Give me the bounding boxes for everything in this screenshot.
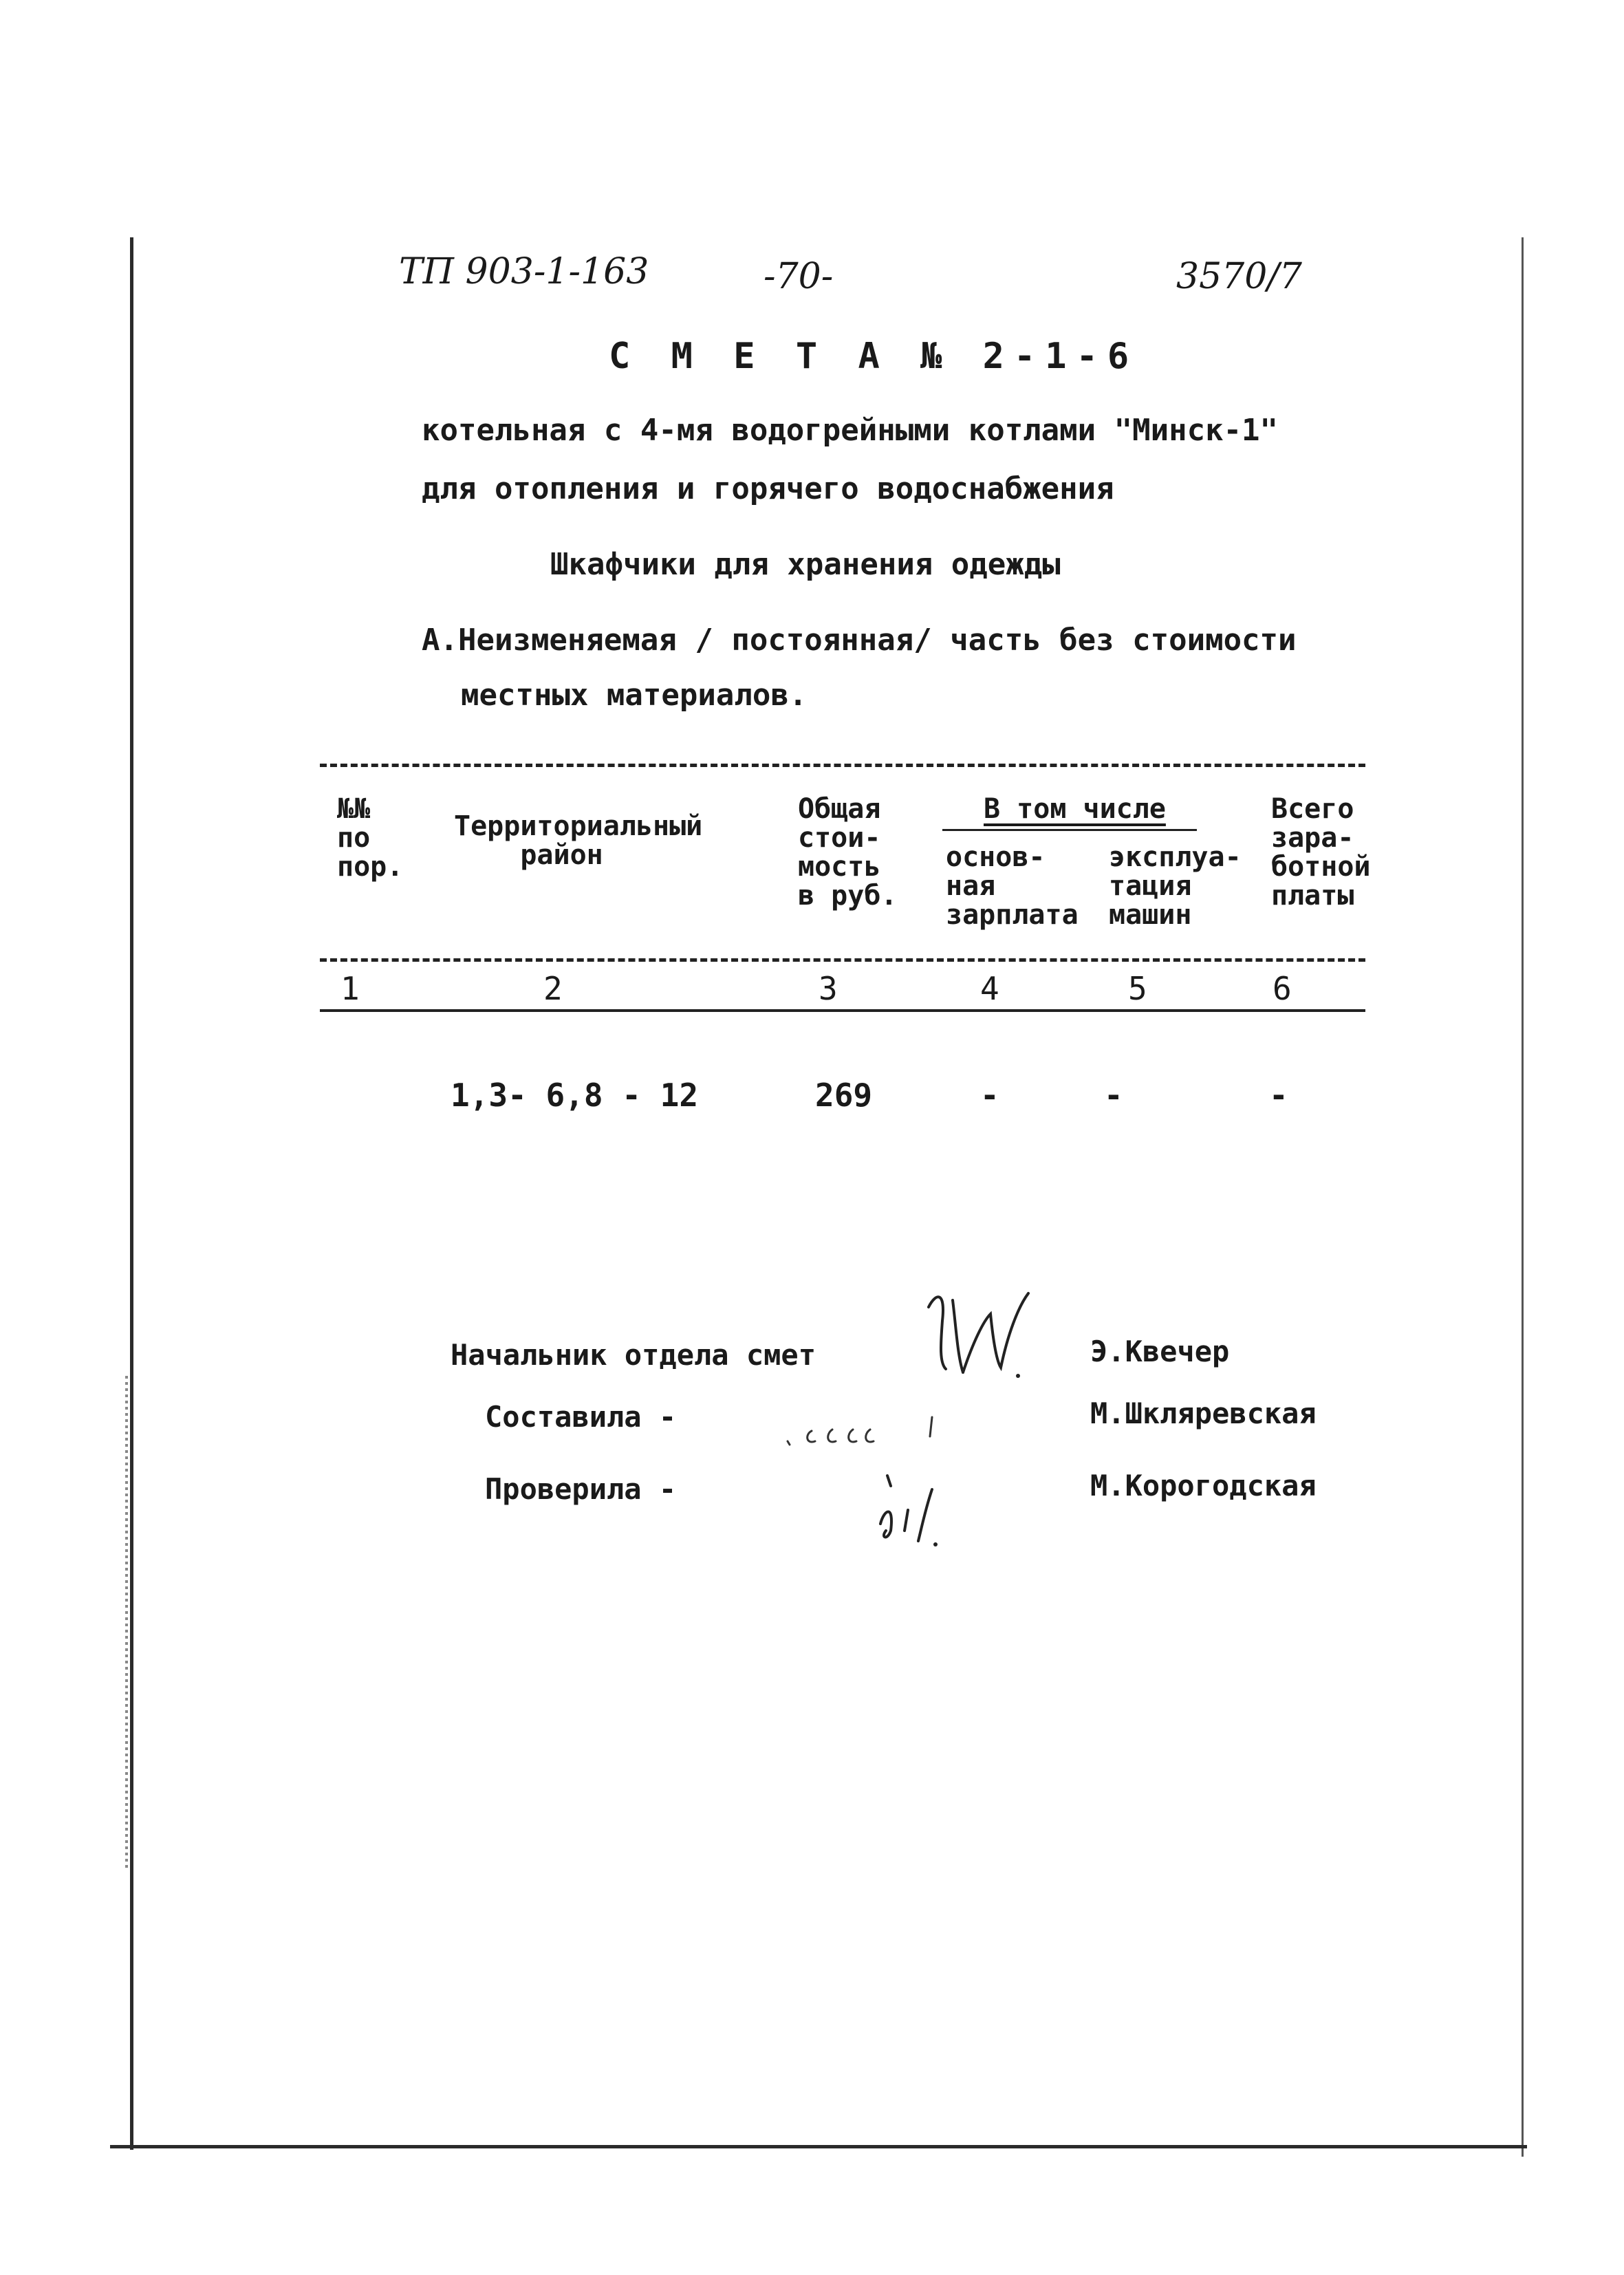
signature-name-2: М.Шкляревская (1090, 1397, 1317, 1430)
header-row-number: №№ по пор. (337, 793, 404, 883)
column-number-3: 3 (819, 970, 838, 1007)
header-base-wage: основ- ная зарплата (946, 841, 1079, 931)
doc-code: ТП 903-1-163 (399, 251, 649, 292)
table-top-rule (320, 764, 1365, 767)
column-number-6: 6 (1273, 970, 1292, 1007)
signature-name-3: М.Корогодская (1090, 1469, 1317, 1502)
column-number-rule (320, 1009, 1365, 1012)
signature-name-1: Э.Квечер (1090, 1335, 1230, 1368)
handwritten-signature-1 (915, 1280, 1039, 1390)
page-border-left (130, 237, 133, 2150)
part-line-1: А.Неизменяемая / постоянная/ часть без стоимости (422, 623, 1297, 658)
page-border-right (1522, 237, 1524, 2157)
signature-role-1: Начальник отдела смет (451, 1338, 816, 1372)
column-number-5: 5 (1128, 970, 1147, 1007)
handwritten-signature-2 (784, 1403, 963, 1452)
cell-total-wage: - (1269, 1077, 1288, 1114)
subtitle-line-2: для отопления и горячего водоснабжения (422, 471, 1114, 506)
header-machine-operation: эксплуа- тация машин (1109, 841, 1242, 931)
signature-role-2: Составила - (485, 1400, 677, 1434)
column-number-2: 2 (543, 970, 563, 1007)
header-region: Территориальный район (454, 810, 703, 871)
header-total-cost: Общая стои- мость в руб. (798, 793, 898, 912)
binding-marks (125, 1376, 128, 1871)
page-number: -70- (764, 256, 834, 297)
archive-number: 3570/7 (1176, 256, 1302, 297)
header-group-including: В том числе (984, 793, 1166, 825)
cell-region: 1,3- 6,8 - 12 (451, 1077, 699, 1114)
handwritten-signature-3 (867, 1462, 956, 1551)
section-title: Шкафчики для хранения одежды (550, 547, 1061, 582)
column-number-1: 1 (340, 970, 360, 1007)
page-border-bottom (110, 2145, 1527, 2148)
page-title: С М Е Т А № 2-1-6 (609, 336, 1139, 377)
column-number-4: 4 (980, 970, 999, 1007)
subtitle-line-1: котельная с 4-мя водогрейными котлами "Минск-1" (422, 413, 1279, 448)
signature-role-3: Проверила - (485, 1472, 677, 1506)
cell-base-wage: - (980, 1077, 999, 1114)
part-line-2: местных материалов. (461, 678, 808, 713)
cell-machine-operation: - (1104, 1077, 1123, 1114)
header-bottom-rule (320, 958, 1365, 962)
header-total-wage: Всего зара- ботной платы (1271, 793, 1371, 912)
cell-total-cost: 269 (815, 1077, 873, 1114)
header-group-rule (942, 829, 1197, 831)
